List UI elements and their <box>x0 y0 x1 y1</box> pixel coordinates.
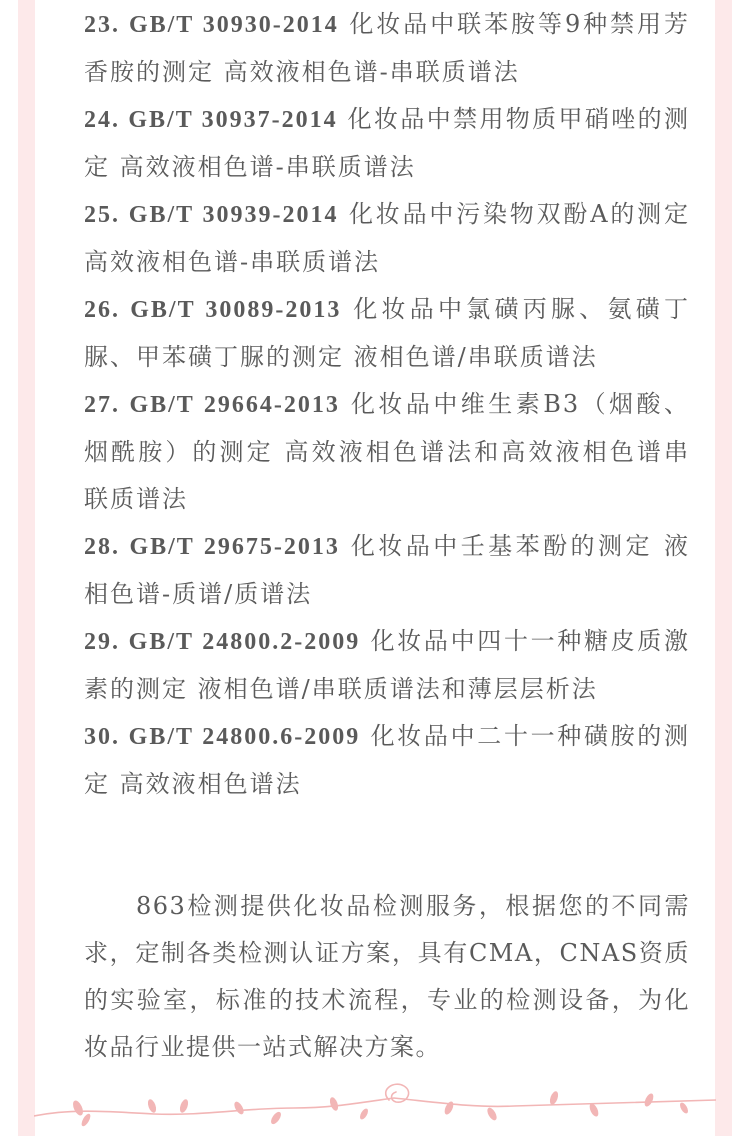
pink-vine-divider-icon <box>34 1078 716 1136</box>
standard-title: 化妆品中联苯胺等9种禁用芳香胺的测定 高效液相色谱-串联质谱法 <box>84 10 690 86</box>
standard-item <box>84 96 690 191</box>
standard-code: 24. GB/T 30937-2014 <box>84 107 338 133</box>
standard-title: 化妆品中氯磺丙脲、氨磺丁脲、甲苯磺丁脲的测定 液相色谱/串联质谱法 <box>84 295 690 371</box>
standard-title: 化妆品中禁用物质甲硝唑的测定 高效液相色谱-串联质谱法 <box>84 105 690 181</box>
left-pink-border <box>18 0 35 1136</box>
standard-code: 25. GB/T 30939-2014 <box>84 202 339 228</box>
standard-code: 26. GB/T 30089-2013 <box>84 297 342 323</box>
standard-code: 27. GB/T 29664-2013 <box>84 392 340 418</box>
standard-item <box>84 191 690 286</box>
standards-list <box>84 1 690 808</box>
standard-item <box>84 523 690 618</box>
standard-code: 29. GB/T 24800.2-2009 <box>84 629 361 655</box>
standard-title: 化妆品中污染物双酚A的测定 高效液相色谱-串联质谱法 <box>84 200 690 276</box>
standard-title: 化妆品中四十一种糖皮质激素的测定 液相色谱/串联质谱法和薄层层析法 <box>84 627 690 703</box>
standard-title: 化妆品中壬基苯酚的测定 液相色谱-质谱/质谱法 <box>84 532 690 608</box>
service-paragraph: 863检测提供化妆品检测服务，根据您的不同需求，定制各类检测认证方案，具有CMA，CNAS资质的实验室，标准的技术流程，专业的检测设备，为化妆品行业提供一站式解决方案。 <box>84 892 690 1061</box>
right-pink-border <box>715 0 732 1136</box>
standard-title: 化妆品中二十一种磺胺的测定 高效液相色谱法 <box>84 722 690 798</box>
standard-item <box>84 1 690 96</box>
standard-code: 28. GB/T 29675-2013 <box>84 534 340 560</box>
standard-item <box>84 381 690 523</box>
standard-title: 化妆品中维生素B3（烟酸、烟酰胺）的测定 高效液相色谱法和高效液相色谱串联质谱法 <box>84 390 690 513</box>
standard-code: 23. GB/T 30930-2014 <box>84 12 339 38</box>
standard-item <box>84 713 690 808</box>
standard-item <box>84 618 690 713</box>
standard-item <box>84 286 690 381</box>
standard-code: 30. GB/T 24800.6-2009 <box>84 724 361 750</box>
